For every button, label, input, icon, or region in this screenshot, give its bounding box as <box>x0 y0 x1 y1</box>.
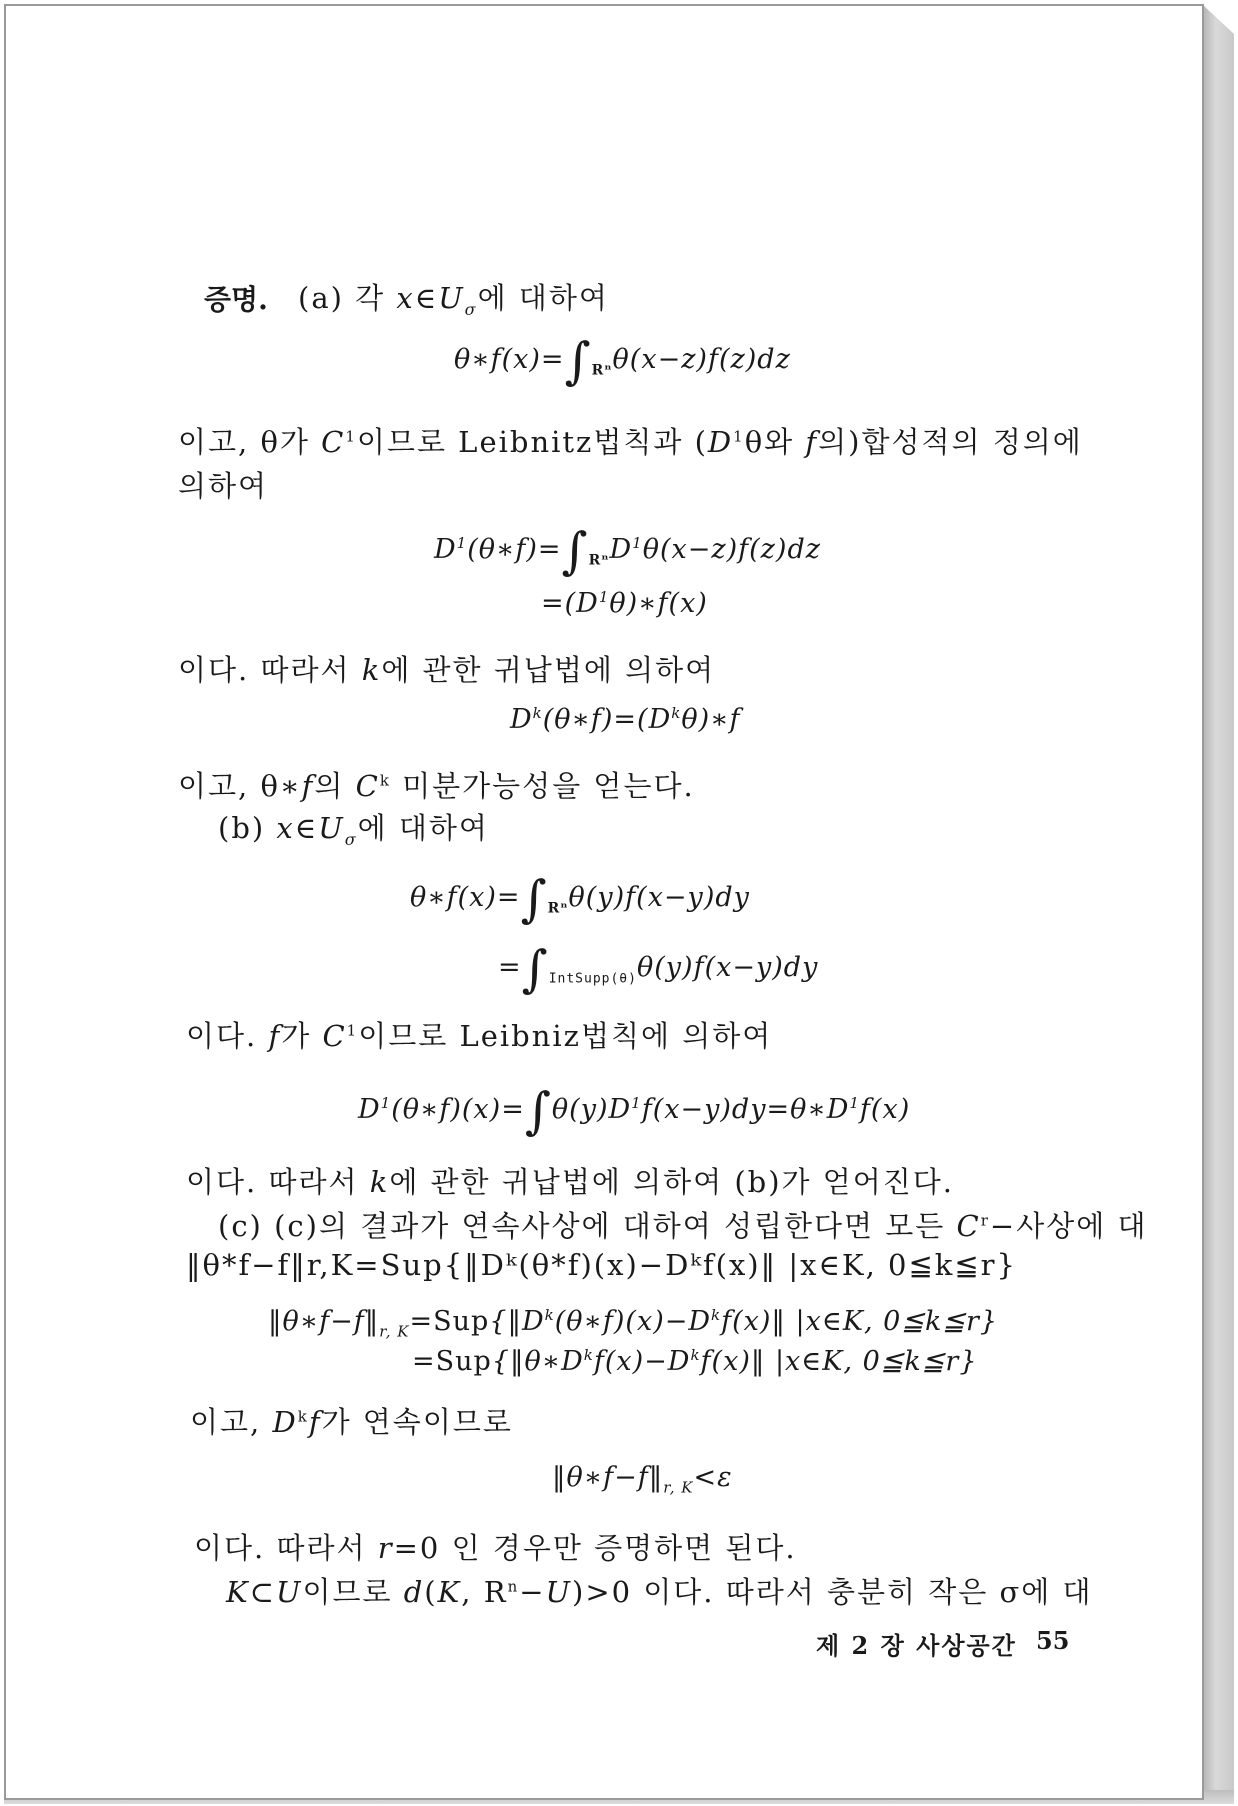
text-line: 이다. 따라서 r=0 인 경우만 증명하면 된다. <box>194 1531 797 1565</box>
proof-label: 증명. <box>204 283 268 316</box>
equation: $‖\theta∗f-f‖_{r, K}=Sup\{‖D^k(\theta∗f)(x)-D^kf(x)‖$ |x∈K, 0≦k≦r} <box>268 1306 999 1341</box>
text-line: 이다. 따라서 k에 관한 귀납법에 의하여 <box>178 653 716 687</box>
equation: $\theta∗f(x)=\int_{R^n}\theta(y)f(x-y)dy$ <box>410 870 750 928</box>
chapter-footer: 제 2 장 사상공간 <box>816 1631 1017 1660</box>
equation: $=\int_{IntSupp(\theta)}\theta(y)f(x-y)dy$ <box>498 940 819 998</box>
text-line: 의하여 <box>178 469 269 503</box>
text-line: 이고, $D^kf$가 연속이므로 <box>190 1405 513 1439</box>
equation: $D^k(\theta∗f)=(D^k\theta)∗f$ <box>510 704 741 735</box>
equation: $=(D^1\theta)∗f(x)$ <box>541 588 708 619</box>
text-line: (a) 각 $x\in U_\sigma$에 대하여 <box>298 281 609 319</box>
equation: $D^1(\theta∗f)(x)=\int\theta(y)D^1f(x-y)dy=\theta∗D^1f(x)$ <box>358 1082 911 1140</box>
text-line: K⊂U이므로 d(K, $R^n-U)>0$ 이다. 따라서 충분히 작은 σ에 대 <box>226 1575 1093 1609</box>
text-line: (c) (c)의 결과가 연속사상에 대하여 성립한다면 모든 $C^r-$사상에 대 <box>218 1209 1148 1243</box>
equation: $=Sup\{‖\theta∗D^kf(x)-D^kf(x)‖$ |x∈K, 0≦k≦r} <box>412 1346 978 1377</box>
page-number: 55 <box>1036 1626 1070 1655</box>
text-line: 이다. 따라서 k에 관한 귀납법에 의하여 (b)가 얻어진다. <box>186 1165 955 1199</box>
equation: $D^1(\theta∗f)=\int_{R^n}D^1\theta(x-z)f(z)dz$ <box>434 522 821 580</box>
page-edge-right <box>1204 6 1234 1802</box>
text-line: 이고, θ∗f의 $C^k$ 미분가능성을 얻는다. <box>178 769 695 803</box>
text-line: ‖θ*f−f‖r,K=Sup{‖Dᵏ(θ*f)(x)−Dᵏf(x)‖ |x∈K, 0≦k≦r} <box>186 1248 1017 1282</box>
text-line: 이다. f가 $C^1$이므로 Leibniz법칙에 의하여 <box>186 1019 773 1053</box>
equation: $\theta∗f(x)=\int_{R^n}\theta(x-z)f(z)dz$ <box>454 332 791 390</box>
text-line: 이고, θ가 $C^1$이므로 Leibnitz법칙과 ($D^1\theta$와 f의)합성적의 정의에 <box>178 425 1083 459</box>
equation: $‖\theta∗f-f‖_{r, K}<\varepsilon$ <box>552 1462 733 1497</box>
text-line: (b) $x\in U_\sigma$에 대하여 <box>218 811 489 849</box>
book-page <box>4 4 1204 1800</box>
